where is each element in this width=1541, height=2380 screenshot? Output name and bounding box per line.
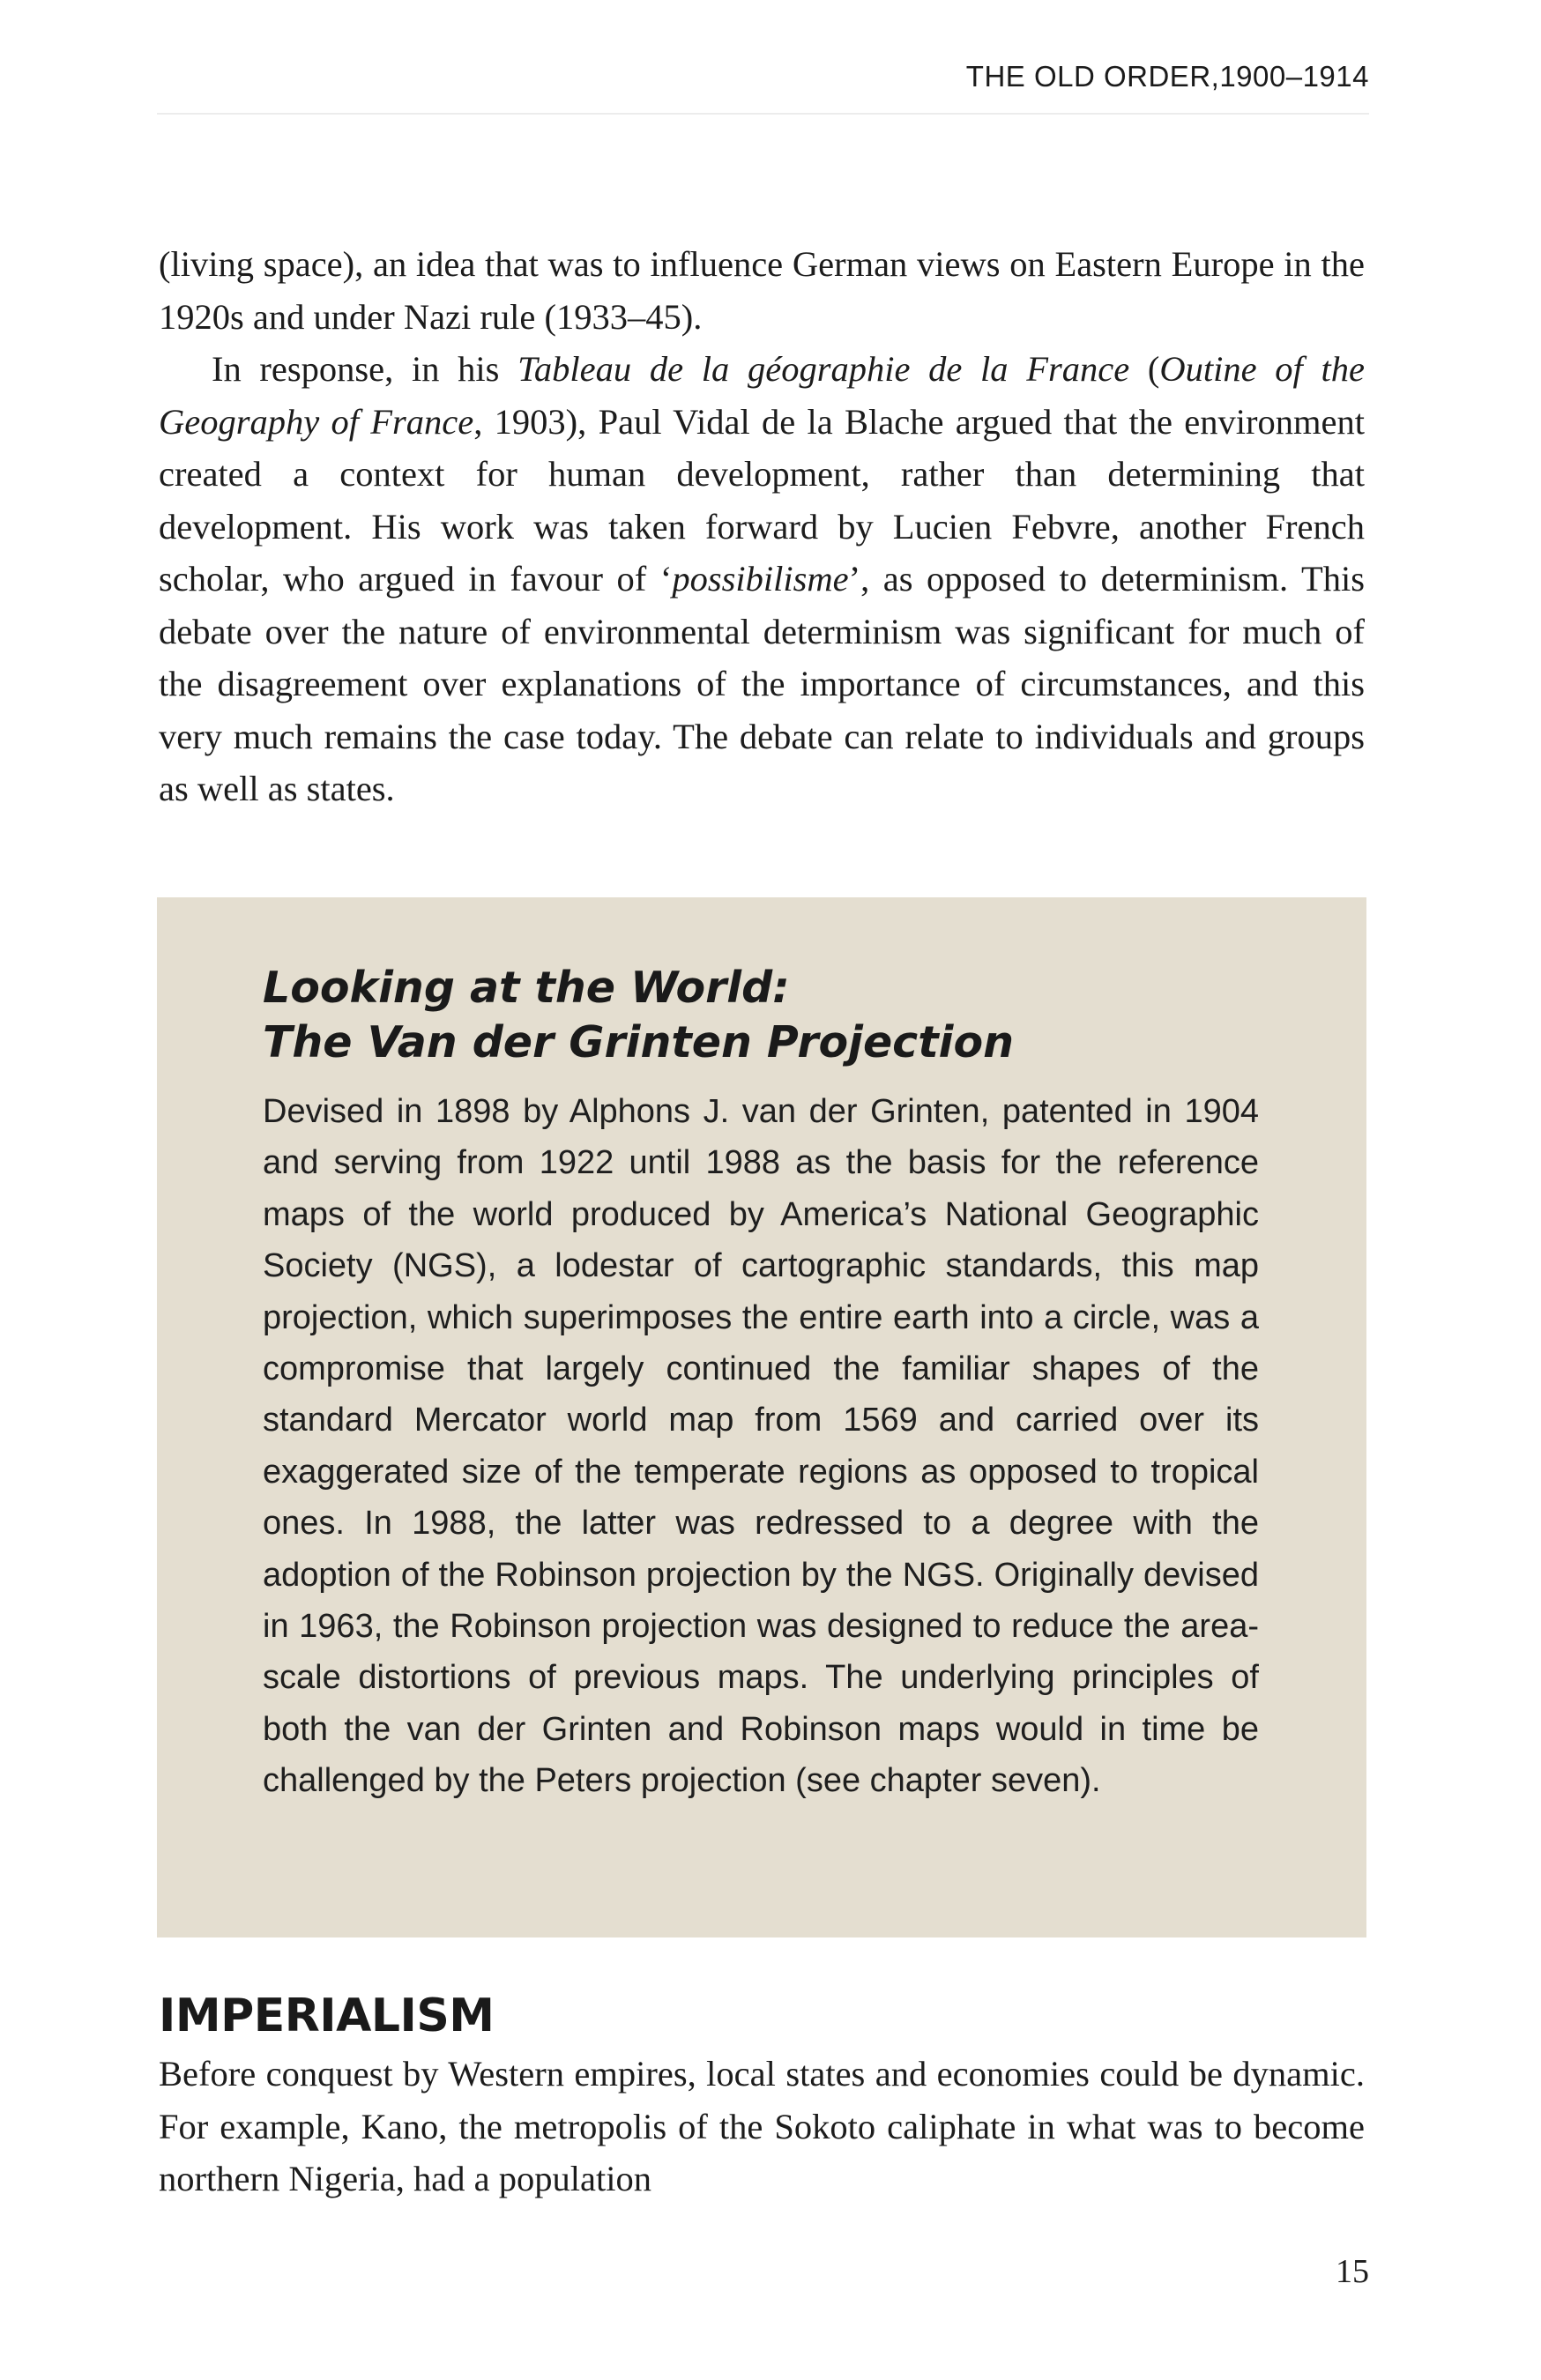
section-text [159, 2048, 1365, 2205]
section-paragraph: Before conquest by Western empires, local states and economies could be dynamic. For example, Kano, the metropolis of the Sokoto caliphate in what was to become northern Nigeria, had a population [159, 2054, 1365, 2198]
intro-paragraph-1: (living space), an idea that was to influence German views on Eastern Europe in the 1920s and under Nazi rule (1933–45). [159, 244, 1365, 337]
page-number: 15 [1336, 2253, 1369, 2290]
intro-p2-possibilisme: possibilisme [672, 559, 849, 599]
running-head: THE OLD ORDER,1900–1914 [965, 60, 1369, 93]
sidebar-title-line-1: Looking at the World: [263, 963, 790, 1013]
intro-p2-text-3: , 1903), Paul Vidal de la Blache argued that the environment created a context for human development, rather than determining that development. His work was taken forward by Lucien Febvre, another French scholar, who argued in favour of ‘ [159, 401, 1366, 599]
intro-paragraph-2 [159, 343, 1365, 815]
intro-p2-text-1: In response, in his [212, 349, 518, 389]
intro-p2-text-2: ( [1129, 349, 1160, 389]
intro-p2-book-title-english: Outine of the Geography of France [159, 349, 1365, 442]
header-rule [157, 113, 1369, 115]
sidebar-title-line-2: The Van der Grinten Projection [263, 1017, 1014, 1067]
intro-p2-text-4: ’, as opposed to determinism. This debate over the nature of environmental determinism was significant for much of the disagreement over explanations of the importance of circumstances, and this very much remains the case today. The debate can relate to individuals and groups as well as states. [159, 559, 1365, 808]
sidebar-text: Devised in 1898 by Alphons J. van der Grinten, patented in 1904 and serving from 1922 until 1988 as the basis for the reference maps of the world produced by America’s National Geographic Society (NGS), a lodestar of cartographic standards, this map projection, which superimposes the entire earth into a circle, was a compromise that largely continued the familiar shapes of the standard Mercator world map from 1569 and carried over its exaggerated size of the temperate regions as opposed to tropical ones. In 1988, the latter was redressed to a degree with the adoption of the Robinson projection by the NGS. Originally devised in 1963, the Robinson projection was designed to reduce the area-scale distortions of previous maps. The underlying principles of both the van der Grinten and Robinson maps would in time be challenged by the Peters projection (see chapter seven). [263, 1093, 1259, 1800]
sidebar-box [157, 897, 1366, 1937]
intro-text [159, 238, 1365, 815]
sidebar-title [263, 961, 1259, 1070]
intro-p2-book-title: Tableau de la géographie de la France [517, 349, 1130, 389]
section-heading: IMPERIALISM [159, 1990, 495, 2042]
